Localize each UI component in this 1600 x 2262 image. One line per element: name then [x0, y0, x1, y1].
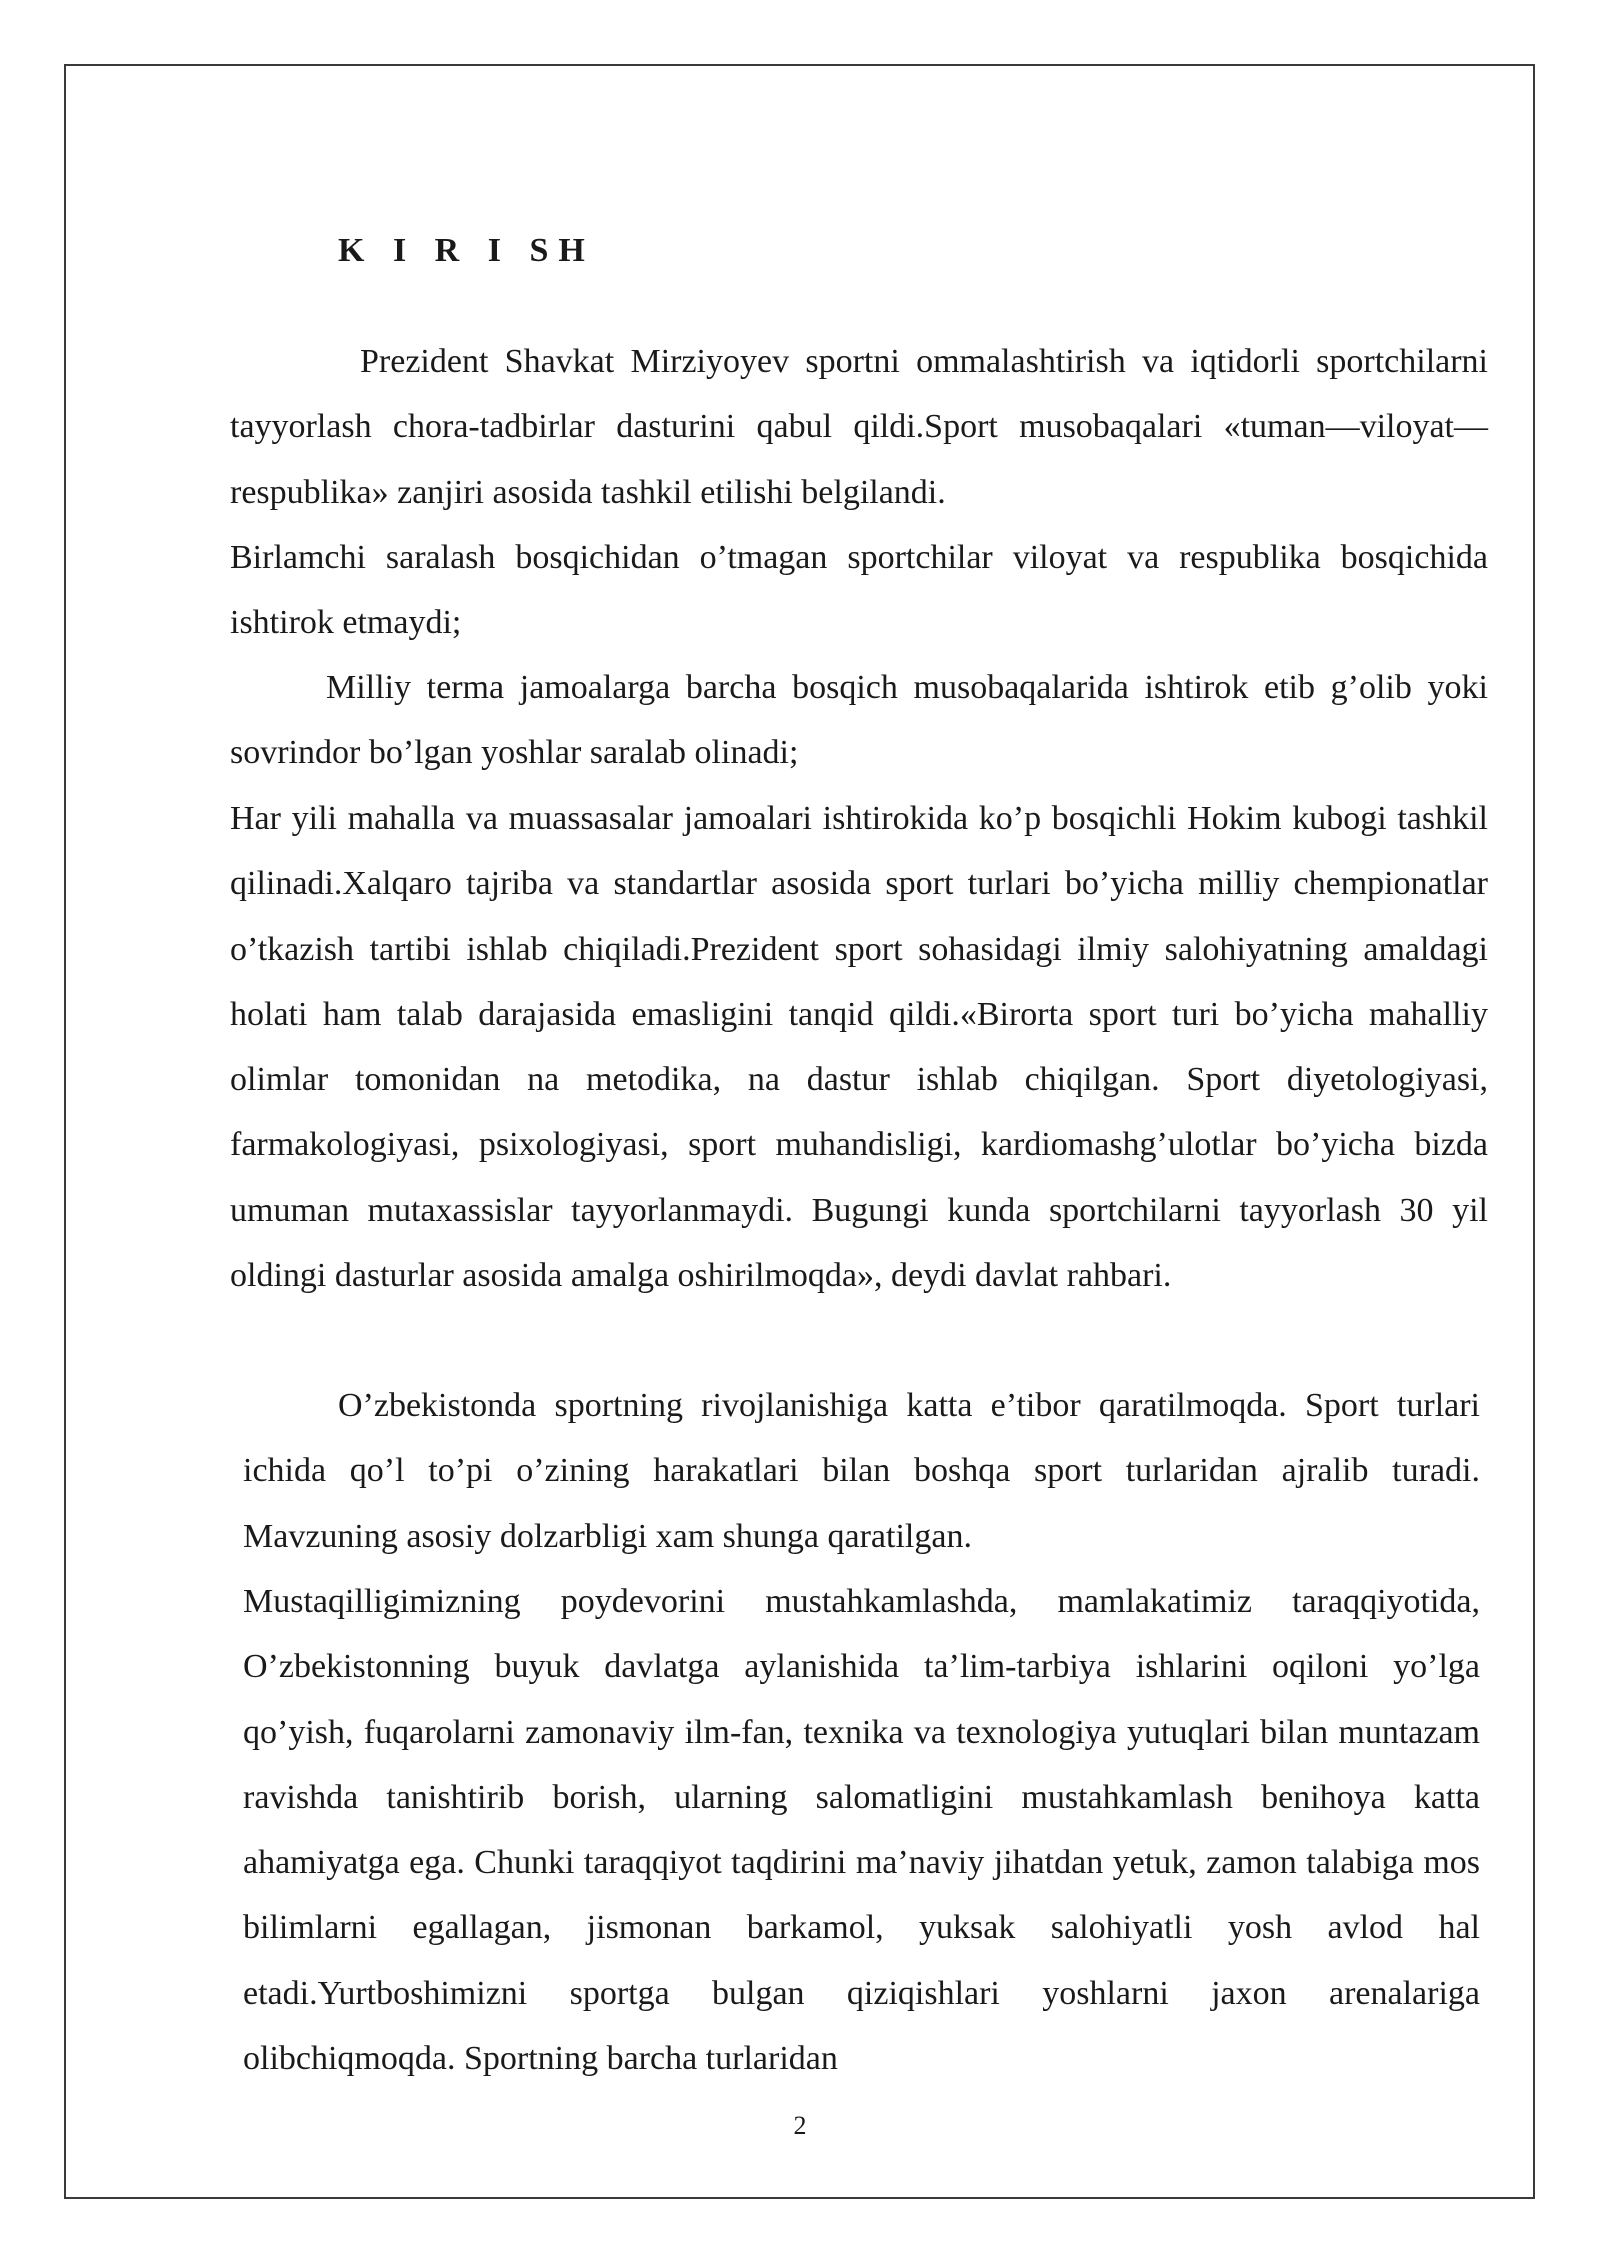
section-heading: K I R I SH: [338, 232, 595, 269]
paragraph-2: Birlamchi saralash bosqichidan o’tmagan sportchilar viloyat va respublika bosqichida ishtirok etmaydi;: [230, 539, 1488, 642]
paragraph-4: Har yili mahalla va muassasalar jamoalari ishtirokida ko’p bosqichli Hokim kubogi tashkil qilinadi.Xalqaro tajriba va standartlar asosida sport turlari bo’yicha milliy chempionatlar o’tkazish tartibi ishlab chiqiladi.Prezident sport sohasidagi ilmiy salohiyatning amaldagi holati ham talab darajasida emasligini tanqid qildi.«Birorta sport turi bo’yicha mahalliy olimlar tomonidan na metodika, na dastur ishlab chiqilgan. Sport diyetologiyasi, farmakologiyasi, psixologiyasi, sport muhandisligi, kardiomashg’ulotlar bo’yicha bizda umuman mutaxassislar tayyorlanmaydi. Bugungi kunda sportchilarni tayyorlash 30 yil oldingi dasturlar asosida amalga oshirilmoqda», deydi davlat rahbari.: [230, 800, 1488, 1295]
paragraph-3: Milliy terma jamoalarga barcha bosqich musobaqalarida ishtirok etib g’olib yoki sovrindor bo’lgan yoshlar saralab olinadi;: [230, 669, 1488, 772]
paragraph-5: O’zbekistonda sportning rivojlanishiga katta e’tibor qaratilmoqda. Sport turlari ichida qo’l to’pi o’zining harakatlari bilan boshqa sport turlaridan ajralib turadi. Mavzuning asosiy dolzarbligi xam shunga qaratilgan.: [243, 1387, 1480, 1555]
paragraph-1: Prezident Shavkat Mirziyoyev sportni ommalashtirish va iqtidorli sportchilarni tayyorlash chora-tadbirlar dasturini qabul qildi.Sport musobaqalari «tuman—viloyat—respublika» zanjiri asosida tashkil etilishi belgilandi.: [230, 343, 1488, 511]
page-number: 2: [793, 2111, 807, 2140]
paragraph-6: Mustaqilligimizning poydevorini mustahkamlashda, mamlakatimiz taraqqiyotida, O’zbekistonning buyuk davlatga aylanishida ta’lim-tarbiya ishlarini oqiloni yo’lga qo’yish, fuqarolarni zamonaviy ilm-fan, texnika va texnologiya yutuqlari bilan muntazam ravishda tanishtirib borish, ularning salomatligini mustahkamlash benihoya katta ahamiyatga ega. Chunki taraqqiyot taqdirini ma’naviy jihatdan yetuk, zamon talabiga mos bilimlarni egallagan, jismonan barkamol, yuksak salohiyatli yosh avlod hal etadi.Yurtboshimizni sportga bulgan qiziqishlari yoshlarni jaxon arenalariga olibchiqmoqda. Sportning barcha turlaridan: [243, 1583, 1480, 2078]
